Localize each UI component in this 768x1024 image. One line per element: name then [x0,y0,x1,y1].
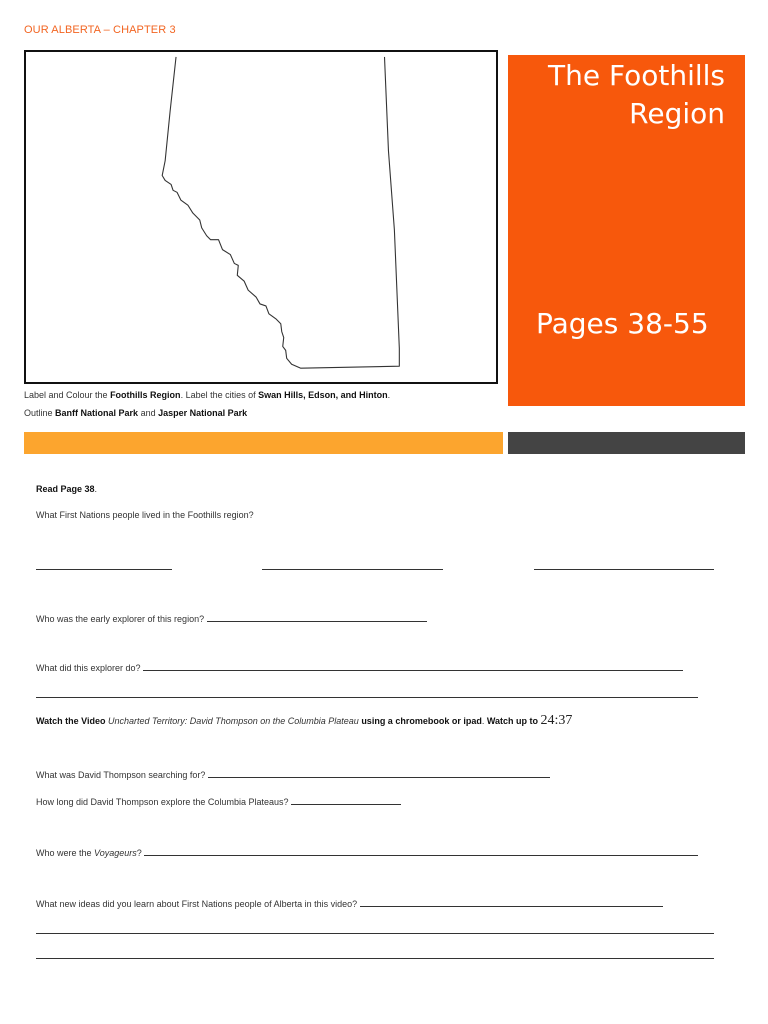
answer-line[interactable] [207,613,427,622]
answer-line[interactable] [36,569,172,570]
alberta-outline-icon [26,52,496,382]
answer-line[interactable] [144,847,698,856]
title-line-1: The Foothills [548,59,725,92]
answer-line[interactable] [143,662,683,671]
answer-line[interactable] [291,796,401,805]
answer-line[interactable] [534,569,714,570]
question-voyageurs: Who were the Voyageurs? [36,847,698,858]
question-first-nations: What First Nations people lived in the Foothills region? [36,510,254,520]
pages-range: Pages 38-55 [536,307,709,340]
answer-line[interactable] [36,697,698,698]
title-line-2: Region [629,97,725,130]
video-instruction: Watch the Video Uncharted Territory: David Thompson on the Columbia Plateau using a chromebook or ipad. Watch up to 24:37 [36,713,573,728]
answer-line[interactable] [262,569,443,570]
question-explorer: Who was the early explorer of this region? [36,613,427,624]
answer-line[interactable] [36,933,714,934]
video-time: 24:37 [540,713,573,728]
question-explorer-did: What did this explorer do? [36,662,683,673]
instruction-line-2: Outline Banff National Park and Jasper National Park [24,408,248,418]
answer-line[interactable] [208,769,550,778]
question-how-long: How long did David Thompson explore the Columbia Plateaus? [36,796,401,807]
read-page-instruction: Read Page 38. [36,484,98,494]
question-searching: What was David Thompson searching for? [36,769,550,780]
instruction-line-1: Label and Colour the Foothills Region. Label the cities of Swan Hills, Edson, and Hinton. [24,390,391,400]
alberta-map [24,50,498,384]
orange-divider-bar [24,432,503,454]
dark-divider-bar [508,432,745,454]
question-new-ideas: What new ideas did you learn about First Nations people of Alberta in this video? [36,898,663,909]
answer-line[interactable] [360,898,663,907]
answer-line[interactable] [36,958,714,959]
title-panel [508,55,745,406]
chapter-header: OUR ALBERTA – CHAPTER 3 [24,24,176,36]
